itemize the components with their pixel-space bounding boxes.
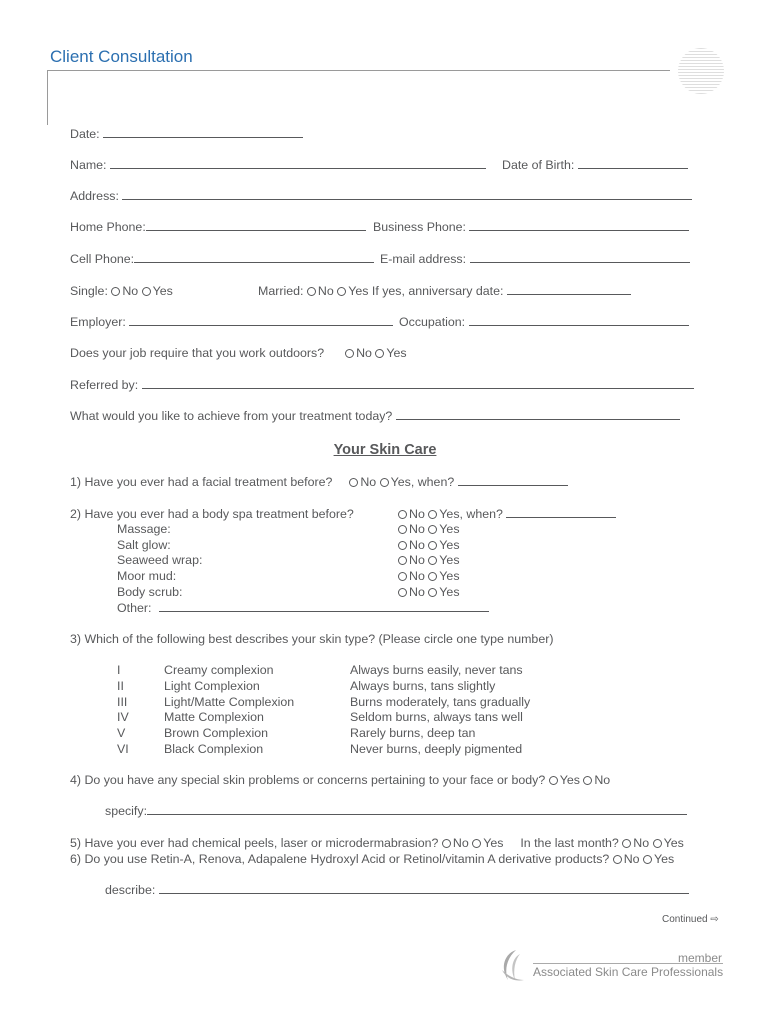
referred-field[interactable] xyxy=(142,379,694,389)
address-label: Address: xyxy=(70,189,119,203)
referred-row xyxy=(70,379,694,391)
skin-type-complexion: Brown Complexion xyxy=(164,726,268,740)
address-field[interactable] xyxy=(122,190,692,200)
skin-type-desc: Burns moderately, tans gradually xyxy=(350,695,531,709)
skin-type-num[interactable]: II xyxy=(117,679,124,693)
date-label: Date: xyxy=(70,127,100,141)
body-scrub-no-radio[interactable] xyxy=(398,588,407,597)
q6-no-radio[interactable] xyxy=(613,855,622,864)
skin-type-desc: Never burns, deeply pigmented xyxy=(350,742,523,756)
specify-row xyxy=(105,805,687,817)
home-phone-field[interactable] xyxy=(146,221,366,231)
skin-type-desc: Always burns easily, never tans xyxy=(350,663,523,677)
other-field[interactable] xyxy=(159,602,489,612)
no-label: No xyxy=(409,538,425,552)
moor-mud-yes-radio[interactable] xyxy=(428,572,437,581)
q1-question: 1) Have you ever had a facial treatment before? xyxy=(70,475,333,489)
specify-field[interactable] xyxy=(147,805,687,815)
q5-yes-label: Yes xyxy=(483,836,504,850)
address-row xyxy=(70,190,692,202)
email-field[interactable] xyxy=(470,253,690,263)
occupation-label: Occupation: xyxy=(399,315,466,329)
business-phone-row xyxy=(373,221,689,233)
organization-name: Associated Skin Care Professionals xyxy=(533,965,724,979)
q6-row xyxy=(70,853,674,865)
anniversary-field[interactable] xyxy=(507,285,631,295)
skin-type-complexion: Matte Complexion xyxy=(164,710,264,724)
single-no-radio[interactable] xyxy=(111,287,120,296)
treatment-seaweed-options xyxy=(398,554,460,566)
q5-last-month-no-label: No xyxy=(633,836,650,850)
email-row xyxy=(380,253,690,265)
married-no-radio[interactable] xyxy=(307,287,316,296)
name-row xyxy=(70,159,486,171)
home-phone-label: Home Phone: xyxy=(70,220,146,234)
yes-label: Yes xyxy=(439,553,460,567)
employer-label: Employer: xyxy=(70,315,126,329)
skin-type-complexion: Black Complexion xyxy=(164,742,264,756)
dob-label: Date of Birth: xyxy=(502,158,575,172)
page-title: Client Consultation xyxy=(50,47,193,66)
q4-question: 4) Do you have any special skin problems or concerns pertaining to your face or body? xyxy=(70,773,546,787)
occupation-field[interactable] xyxy=(469,316,689,326)
q5-row xyxy=(70,837,684,849)
skin-type-desc: Rarely burns, deep tan xyxy=(350,726,476,740)
skin-care-heading: Your Skin Care xyxy=(333,442,437,458)
treatment-salt-glow-label: Salt glow: xyxy=(117,538,171,552)
q2-when-field[interactable] xyxy=(506,508,616,518)
no-label: No xyxy=(409,553,425,567)
seaweed-no-radio[interactable] xyxy=(398,556,407,565)
no-label: No xyxy=(409,569,425,583)
single-yes-radio[interactable] xyxy=(142,287,151,296)
occupation-row xyxy=(399,316,689,328)
q1-yes-radio[interactable] xyxy=(380,478,389,487)
dob-field[interactable] xyxy=(578,159,688,169)
q3-question: 3) Which of the following best describes your skin type? (Please circle one type number) xyxy=(70,632,554,646)
q6-yes-radio[interactable] xyxy=(643,855,652,864)
salt-glow-yes-radio[interactable] xyxy=(428,541,437,550)
q2-no-radio[interactable] xyxy=(398,510,407,519)
married-label: Married: xyxy=(258,284,304,298)
skin-type-desc: Seldom burns, always tans well xyxy=(350,710,523,724)
married-row xyxy=(258,285,631,297)
no-label: No xyxy=(409,522,425,536)
married-yes-radio[interactable] xyxy=(337,287,346,296)
yes-label: Yes xyxy=(439,585,460,599)
treatment-moor-mud-label: Moor mud: xyxy=(117,569,177,583)
q4-yes-radio[interactable] xyxy=(549,776,558,785)
q1-no-label: No xyxy=(360,475,377,489)
body-scrub-yes-radio[interactable] xyxy=(428,588,437,597)
married-yes-label: Yes xyxy=(348,284,369,298)
other-label: Other: xyxy=(117,601,152,615)
home-phone-row xyxy=(70,221,366,233)
outdoors-question: Does your job require that you work outdoors? xyxy=(70,346,325,360)
continued-label: Continued ⇨ xyxy=(662,914,719,925)
date-field[interactable] xyxy=(103,128,303,138)
treatment-body-scrub-options xyxy=(398,586,460,598)
skin-type-num[interactable]: VI xyxy=(117,742,129,756)
dob-row xyxy=(502,159,688,171)
treatment-seaweed-label: Seaweed wrap: xyxy=(117,553,203,567)
achieve-row xyxy=(70,410,680,422)
skin-type-complexion: Light Complexion xyxy=(164,679,260,693)
date-row xyxy=(70,128,303,140)
yes-label: Yes xyxy=(439,569,460,583)
q1-when-field[interactable] xyxy=(458,476,568,486)
name-field[interactable] xyxy=(110,159,486,169)
title-divider xyxy=(48,70,670,71)
yes-label: Yes xyxy=(439,522,460,536)
achieve-field[interactable] xyxy=(396,410,680,420)
q5-no-radio[interactable] xyxy=(442,839,451,848)
treatment-massage-label: Massage: xyxy=(117,522,171,536)
single-no-label: No xyxy=(122,284,139,298)
skin-type-num[interactable]: V xyxy=(117,726,126,740)
q2-yes-radio[interactable] xyxy=(428,510,437,519)
q6-yes-label: Yes xyxy=(654,852,675,866)
referred-label: Referred by: xyxy=(70,378,139,392)
decorative-circle xyxy=(678,48,724,94)
treatment-body-scrub-label: Body scrub: xyxy=(117,585,183,599)
asp-logo-icon xyxy=(498,948,528,984)
outdoors-yes-radio[interactable] xyxy=(375,349,384,358)
single-row xyxy=(70,285,173,297)
skin-type-complexion: Creamy complexion xyxy=(164,663,274,677)
q6-question: 6) Do you use Retin-A, Renova, Adapalene Hydroxyl Acid or Retinol/vitamin A derivative products? xyxy=(70,852,610,866)
salt-glow-no-radio[interactable] xyxy=(398,541,407,550)
skin-type-num[interactable]: IV xyxy=(117,710,129,724)
q1-row xyxy=(70,476,568,488)
cell-phone-label: Cell Phone: xyxy=(70,252,135,266)
cell-phone-field[interactable] xyxy=(134,253,374,263)
q4-row xyxy=(70,774,610,786)
q5-no-label: No xyxy=(452,836,469,850)
skin-type-complexion: Light/Matte Complexion xyxy=(164,695,295,709)
outdoors-no-radio[interactable] xyxy=(345,349,354,358)
yes-label: Yes xyxy=(439,538,460,552)
describe-row xyxy=(105,884,689,896)
q6-no-label: No xyxy=(623,852,640,866)
massage-no-radio[interactable] xyxy=(398,525,407,534)
skin-type-desc: Always burns, tans slightly xyxy=(350,679,496,693)
single-label: Single: xyxy=(70,284,108,298)
q5-yes-radio[interactable] xyxy=(472,839,481,848)
no-label: No xyxy=(409,585,425,599)
employer-field[interactable] xyxy=(129,316,393,326)
q2-yes-label: Yes, when? xyxy=(439,507,503,521)
business-phone-label: Business Phone: xyxy=(373,220,466,234)
married-no-label: No xyxy=(317,284,334,298)
seaweed-yes-radio[interactable] xyxy=(428,556,437,565)
outdoors-yes-label: Yes xyxy=(386,346,407,360)
massage-yes-radio[interactable] xyxy=(428,525,437,534)
member-label: member xyxy=(678,951,723,965)
q5-last-month-yes-radio[interactable] xyxy=(653,839,662,848)
q5-last-month-label: In the last month? xyxy=(520,836,619,850)
q4-yes-label: Yes xyxy=(559,773,580,787)
employer-row xyxy=(70,316,393,328)
outdoors-row xyxy=(70,347,407,359)
q5-question: 5) Have you ever had chemical peels, laser or microdermabrasion? xyxy=(70,836,439,850)
treatment-moor-mud-options xyxy=(398,570,460,582)
treatment-massage-options xyxy=(398,523,460,535)
business-phone-field[interactable] xyxy=(469,221,689,231)
describe-field[interactable] xyxy=(159,884,689,894)
describe-label: describe: xyxy=(105,883,156,897)
left-margin-divider xyxy=(47,70,48,125)
q1-no-radio[interactable] xyxy=(349,478,358,487)
treatment-salt-glow-options xyxy=(398,539,460,551)
q4-no-label: No xyxy=(594,773,611,787)
q4-no-radio[interactable] xyxy=(583,776,592,785)
q2-question: 2) Have you ever had a body spa treatment before? xyxy=(70,507,354,521)
other-row xyxy=(117,602,489,614)
q2-answer xyxy=(398,508,616,520)
q5-last-month-no-radio[interactable] xyxy=(622,839,631,848)
email-label: E-mail address: xyxy=(380,252,467,266)
achieve-question: What would you like to achieve from your treatment today? xyxy=(70,409,393,423)
single-yes-label: Yes xyxy=(152,284,173,298)
skin-type-num[interactable]: I xyxy=(117,663,121,677)
q5-last-month-yes-label: Yes xyxy=(663,836,684,850)
skin-type-num[interactable]: III xyxy=(117,695,128,709)
q1-yes-label: Yes, when? xyxy=(390,475,455,489)
name-label: Name: xyxy=(70,158,107,172)
q2-no-label: No xyxy=(409,507,425,521)
moor-mud-no-radio[interactable] xyxy=(398,572,407,581)
outdoors-no-label: No xyxy=(356,346,372,360)
member-divider xyxy=(533,963,723,964)
anniversary-label: If yes, anniversary date: xyxy=(371,284,504,298)
specify-label: specify: xyxy=(105,804,148,818)
cell-phone-row xyxy=(70,253,374,265)
